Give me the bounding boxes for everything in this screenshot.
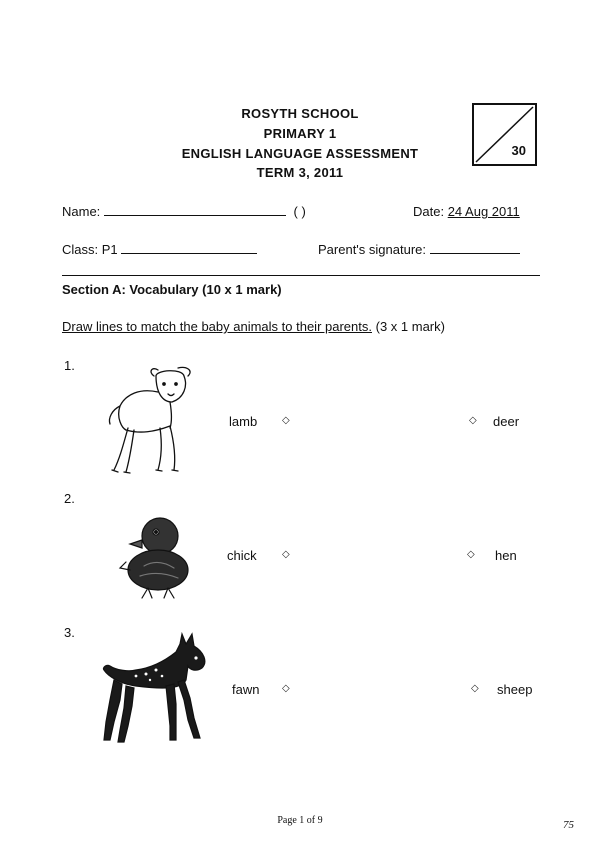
parent-signature-label: Parent's signature:: [318, 242, 426, 257]
subject-title: ENGLISH LANGUAGE ASSESSMENT: [181, 146, 419, 161]
chick-picture: [118, 510, 198, 602]
match-dot-right[interactable]: ◇: [469, 415, 477, 426]
parent-signature-row: [318, 242, 520, 257]
match-dot-right[interactable]: ◇: [471, 683, 479, 694]
match-dot-right[interactable]: ◇: [467, 549, 475, 560]
parent-word-deer: deer: [493, 414, 520, 429]
baby-word-lamb: lamb: [229, 414, 258, 429]
score-box: [472, 103, 537, 166]
date-label: Date:: [413, 204, 445, 219]
fawn-picture: [96, 630, 216, 748]
class-row: [62, 242, 257, 257]
parent-word-sheep: sheep: [497, 682, 533, 697]
parent-signature-blank[interactable]: [430, 253, 520, 254]
level-title: PRIMARY 1: [263, 126, 337, 141]
class-label: Class: P1: [62, 242, 118, 257]
date-value: 24 Aug 2011: [447, 204, 520, 219]
school-name: ROSYTH SCHOOL: [241, 106, 359, 121]
match-dot-left[interactable]: ◇: [282, 415, 290, 426]
match-dot-left[interactable]: ◇: [282, 549, 290, 560]
total-marks: 30: [511, 143, 526, 158]
match-dot-left[interactable]: ◇: [282, 683, 290, 694]
question-number: 3.: [64, 625, 75, 640]
instruction-row: [62, 319, 445, 334]
name-label: Name:: [62, 204, 101, 219]
register-number-brackets[interactable]: ( ): [293, 204, 306, 219]
class-blank[interactable]: [121, 253, 257, 254]
name-row: [62, 204, 306, 219]
baby-word-chick: chick: [227, 548, 257, 563]
term-title: TERM 3, 2011: [256, 165, 344, 180]
instruction-marks: (3 x 1 mark): [375, 319, 445, 334]
date-row: [413, 204, 520, 219]
name-blank[interactable]: [104, 215, 286, 216]
question-number: 2.: [64, 491, 75, 506]
handwritten-mark: 75: [563, 819, 574, 831]
header-divider: [62, 275, 540, 276]
baby-word-fawn: fawn: [232, 682, 260, 697]
instruction-text: Draw lines to match the baby animals to their parents.: [62, 319, 372, 334]
parent-word-hen: hen: [495, 548, 517, 563]
question-number: 1.: [64, 358, 75, 373]
lamb-picture: [100, 362, 200, 477]
section-title: Section A: Vocabulary (10 x 1 mark): [62, 282, 282, 297]
page-number: Page 1 of 9: [277, 815, 323, 826]
